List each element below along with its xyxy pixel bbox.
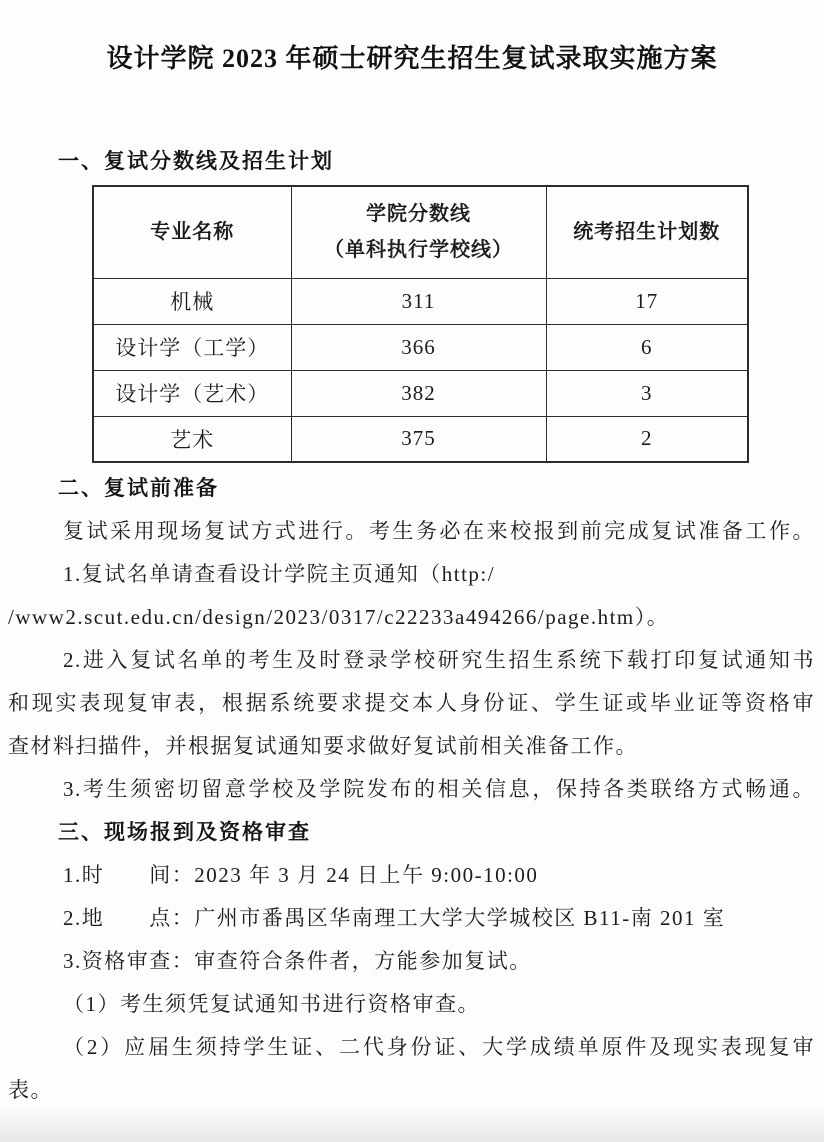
paragraph-line: （2）应届生须持学生证、二代身份证、大学成绩单原件及现实表现复审 bbox=[63, 1035, 815, 1059]
major-cell: 设计学（工学） bbox=[93, 324, 291, 370]
report-location-line: 2.地 点：广州市番禺区华南理工大学大学城校区 B11-南 201 室 bbox=[63, 906, 726, 930]
table-header-plan: 统考招生计划数 bbox=[546, 186, 748, 278]
paragraph-line: 1.复试名单请查看设计学院主页通知（http:/ bbox=[63, 562, 496, 586]
score-table bbox=[92, 185, 749, 463]
paragraph-line: 和现实表现复审表，根据系统要求提交本人身份证、学生证或毕业证等资格审 bbox=[8, 691, 815, 715]
table-row bbox=[93, 416, 748, 462]
paragraph-line: 复试采用现场复试方式进行。考生务必在来校报到前完成复试准备工作。 bbox=[63, 519, 815, 543]
table-header-score-line bbox=[291, 186, 546, 278]
paragraph-line: （1）考生须凭复试通知书进行资格审查。 bbox=[63, 992, 480, 1016]
section3-heading: 三、现场报到及资格审查 bbox=[58, 821, 311, 844]
paragraph-line-url: /www2.scut.edu.cn/design/2023/0317/c22233a494266/page.htm）。 bbox=[8, 605, 670, 629]
document-body bbox=[8, 467, 815, 1112]
plan-cell: 3 bbox=[546, 370, 748, 416]
score-cell: 375 bbox=[291, 416, 546, 462]
major-cell: 艺术 bbox=[93, 416, 291, 462]
plan-cell: 2 bbox=[546, 416, 748, 462]
table-row bbox=[93, 324, 748, 370]
plan-cell: 6 bbox=[546, 324, 748, 370]
paragraph-line: 查材料扫描件，并根据复试通知要求做好复试前相关准备工作。 bbox=[8, 734, 638, 758]
table-header-score-line-1: 学院分数线 bbox=[366, 203, 471, 226]
section2-heading: 二、复试前准备 bbox=[58, 477, 219, 500]
major-cell: 设计学（艺术） bbox=[93, 370, 291, 416]
score-cell: 382 bbox=[291, 370, 546, 416]
paragraph-line: 2.进入复试名单的考生及时登录学校研究生招生系统下载打印复试通知书 bbox=[63, 648, 815, 672]
table-header-score-line-2: （单科执行学校线） bbox=[324, 239, 513, 262]
qualification-line: 3.资格审查：审查符合条件者，方能参加复试。 bbox=[63, 949, 532, 973]
paragraph-line: 表。 bbox=[8, 1078, 53, 1102]
score-cell: 311 bbox=[291, 278, 546, 324]
table-header-row bbox=[93, 186, 748, 278]
report-time-line: 1.时 间：2023 年 3 月 24 日上午 9:00-10:00 bbox=[63, 863, 539, 887]
table-header-major: 专业名称 bbox=[93, 186, 291, 278]
plan-cell: 17 bbox=[546, 278, 748, 324]
table-row bbox=[93, 370, 748, 416]
document-title: 设计学院 2023 年硕士研究生招生复试录取实施方案 bbox=[106, 44, 718, 73]
major-cell: 机械 bbox=[93, 278, 291, 324]
table-row bbox=[93, 278, 748, 324]
score-cell: 366 bbox=[291, 324, 546, 370]
paragraph-line: 3.考生须密切留意学校及学院发布的相关信息，保持各类联络方式畅通。 bbox=[63, 777, 815, 801]
section1-heading: 一、复试分数线及招生计划 bbox=[58, 150, 334, 173]
